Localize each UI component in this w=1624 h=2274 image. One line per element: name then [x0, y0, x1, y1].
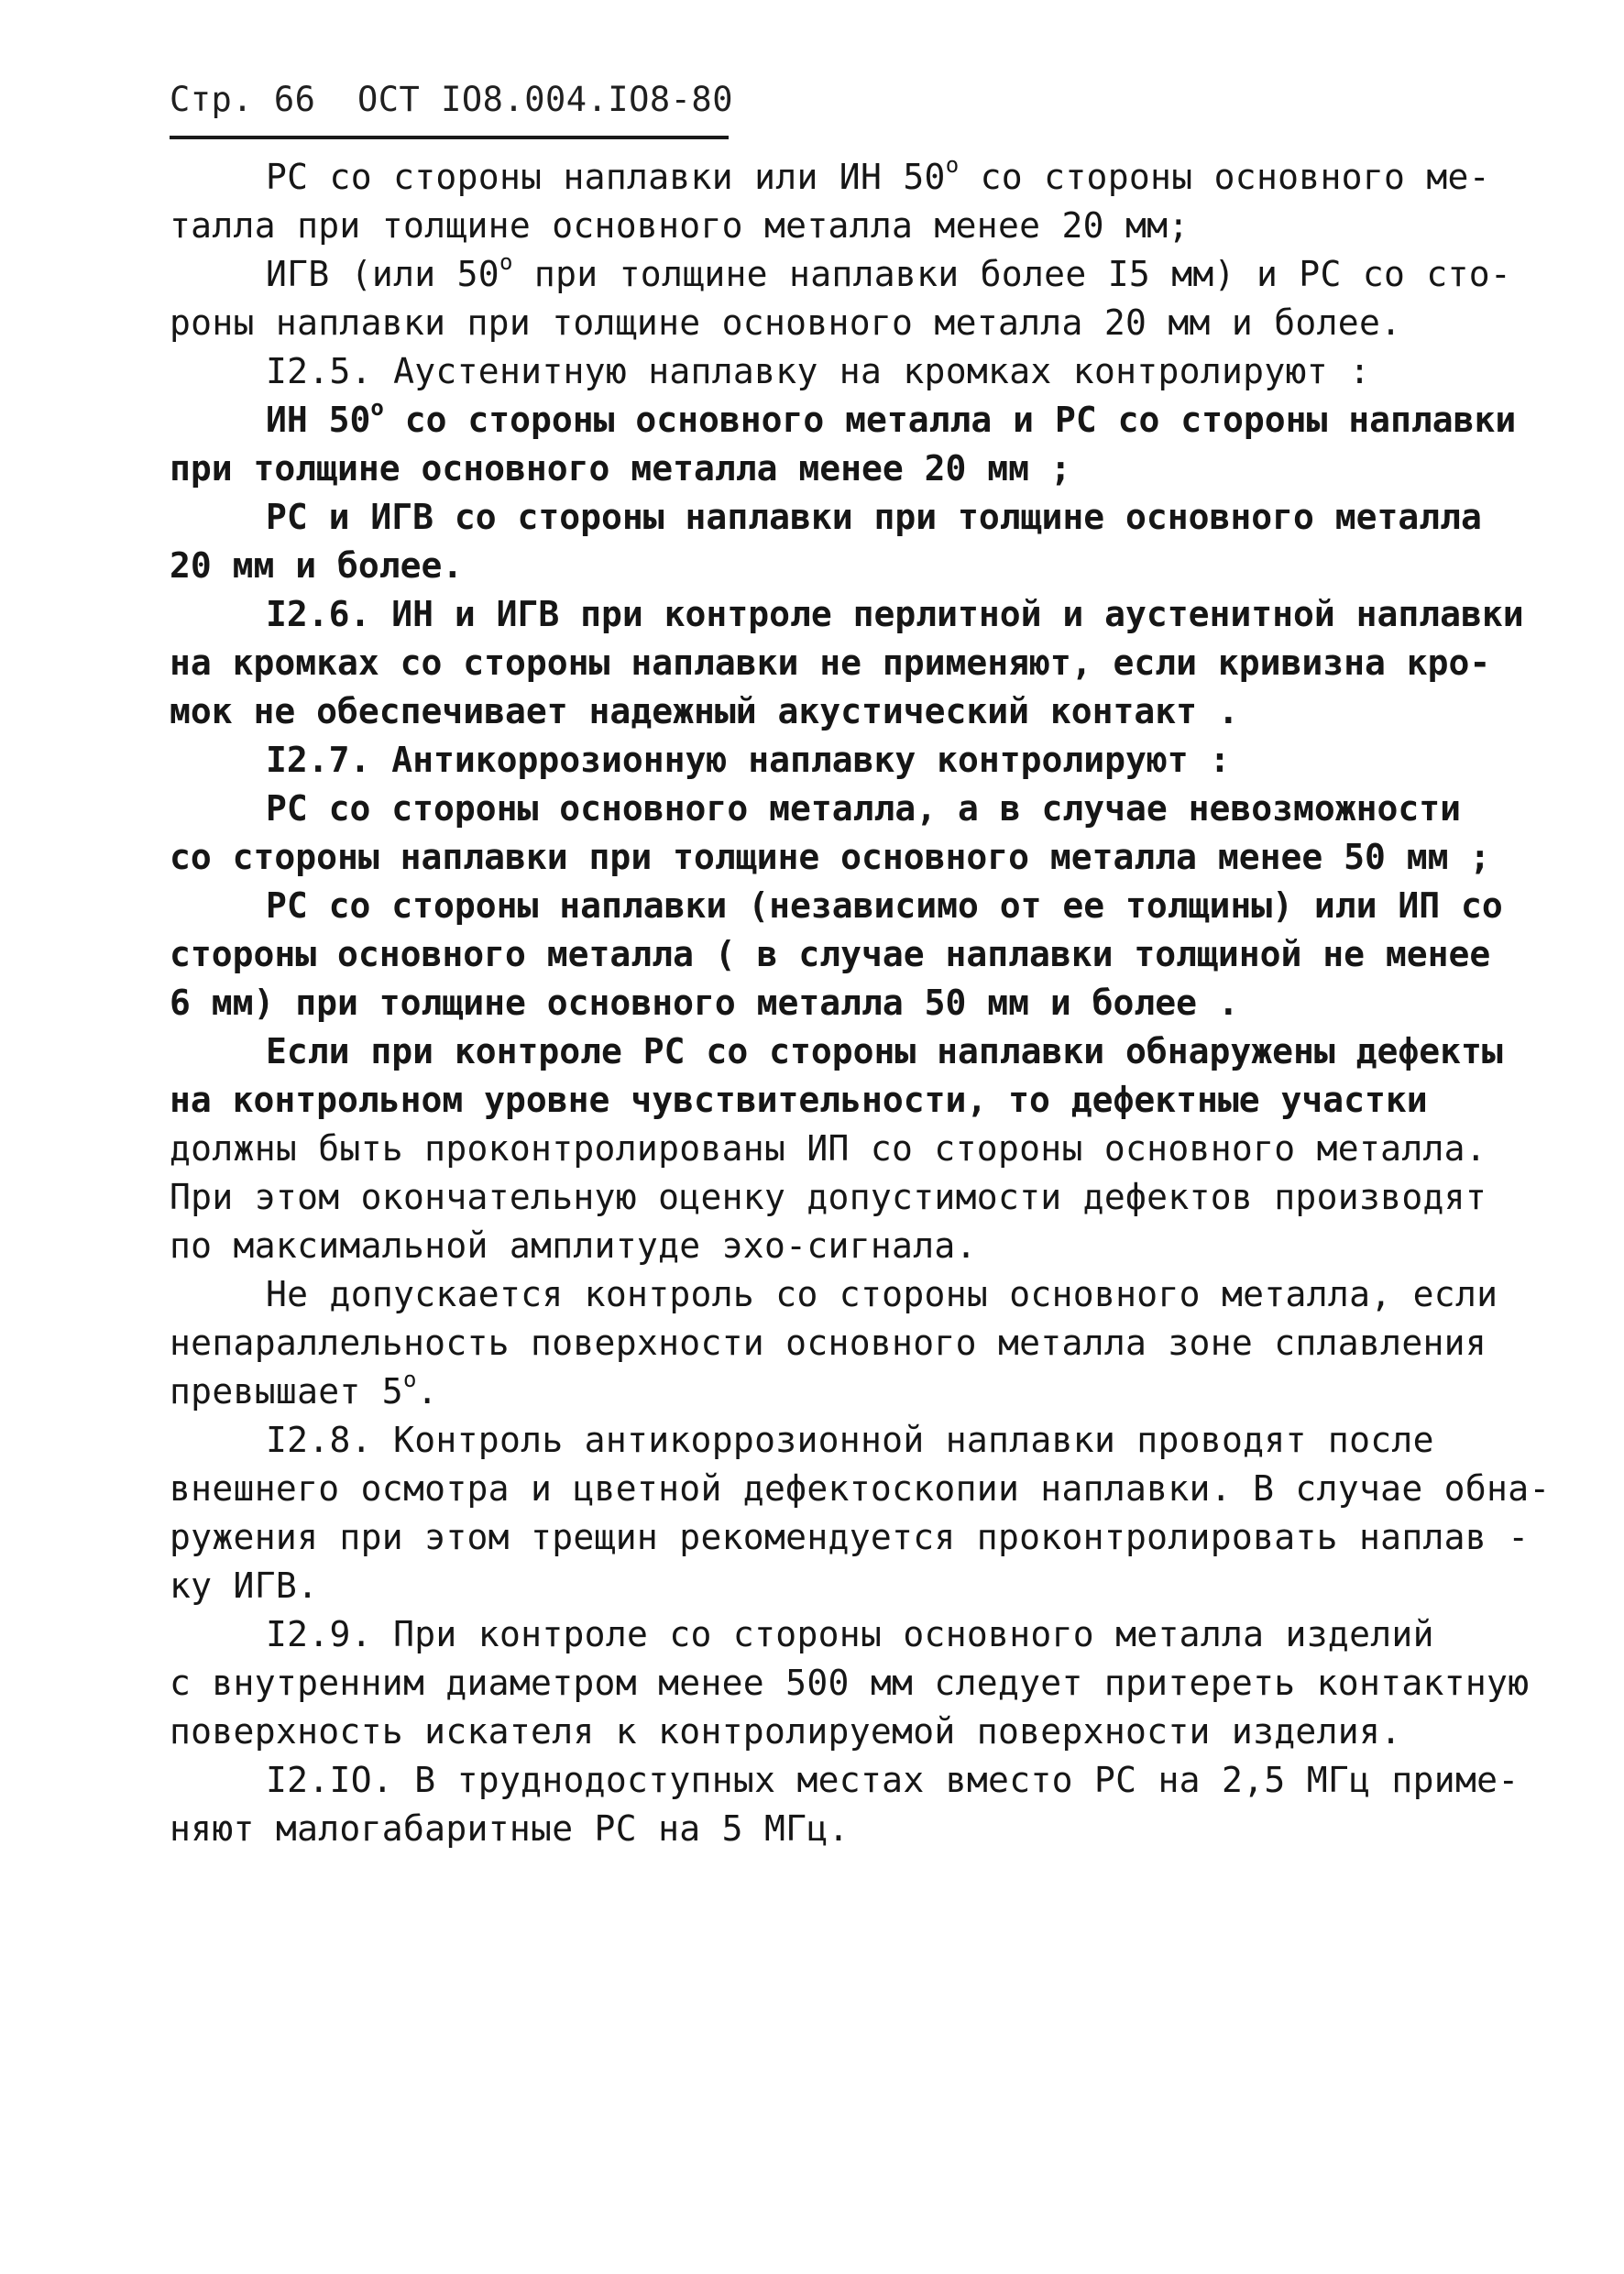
text-line: Если при контроле РС со стороны наплавки обнаружены дефекты	[266, 1031, 1503, 1071]
text-line: Не допускается контроль со стороны основного металла, если	[266, 1274, 1498, 1314]
text-line: РС и ИГВ со стороны наплавки при толщине основного металла	[266, 497, 1482, 537]
text-line: ИН 50$^o$ со стороны основного металла и РС со стороны наплавки	[266, 395, 1517, 440]
text-line: должны быть проконтролированы ИП со стороны основного металла.	[170, 1128, 1487, 1169]
text-line: роны наплавки при толщине основного металла 20 мм и более.	[170, 302, 1402, 343]
text-line: ку ИГВ.	[170, 1565, 319, 1606]
text-line: няют малогабаритные РС на 5 МГц.	[170, 1808, 850, 1849]
text-line: при толщине основного металла менее 20 мм ;	[170, 448, 1071, 489]
text-line: со стороны наплавки при толщине основного металла менее 50 мм ;	[170, 837, 1491, 877]
text-line: на контрольном уровне чувствительности, то дефектные участки	[170, 1080, 1428, 1120]
header-underline	[170, 136, 729, 139]
text-line: РС со стороны наплавки (независимо от ее толщины) или ИП со	[266, 885, 1503, 926]
text-line: талла при толщине основного металла менее 20 мм;	[170, 205, 1190, 246]
text-line: I2.IO. В труднодоступных местах вместо РС на 2,5 МГц приме-	[266, 1760, 1520, 1800]
degree-superscript: o	[499, 249, 513, 275]
text-line: на кромках со стороны наплавки не применяют, если кривизна кро-	[170, 643, 1491, 683]
text-line: ружения при этом трещин рекомендуется проконтролировать наплав -	[170, 1517, 1530, 1557]
text-line: РС со стороны наплавки или ИН 50$^o$ со стороны основного ме-	[266, 152, 1490, 197]
text-line: РС со стороны основного металла, а в случае невозможности	[266, 788, 1462, 829]
text-line: внешнего осмотра и цветной дефектоскопии наплавки. В случае обна-	[170, 1468, 1551, 1509]
text-line: стороны основного металла ( в случае наплавки толщиной не менее	[170, 934, 1491, 974]
text-line: непараллельность поверхности основного металла зоне сплавления	[170, 1323, 1487, 1363]
page-number: Стр. 66	[170, 80, 316, 119]
text-line: мок не обеспечивает надежный акустический контакт .	[170, 691, 1239, 731]
standard-code: ОСТ IO8.004.IO8-80	[357, 80, 733, 119]
text-line: 20 мм и более.	[170, 545, 464, 586]
text-line: ИГВ (или 50$^o$ при толщине наплавки более I5 мм) и РС со сто-	[266, 249, 1512, 294]
text-line: по максимальной амплитуде эхо-сигнала.	[170, 1225, 977, 1266]
text-line: I2.9. При контроле со стороны основного металла изделий	[266, 1614, 1434, 1654]
text-line: I2.7. Антикоррозионную наплавку контролируют :	[266, 740, 1231, 780]
text-line: I2.8. Контроль антикоррозионной наплавки проводят после	[266, 1420, 1434, 1460]
text-line: 6 мм) при толщине основного металла 50 мм и более .	[170, 983, 1239, 1023]
text-line: I2.6. ИН и ИГВ при контроле перлитной и аустенитной наплавки	[266, 594, 1524, 634]
text-line: При этом окончательную оценку допустимости дефектов производят	[170, 1177, 1487, 1217]
text-line: превышает 5$^o$.	[170, 1367, 438, 1412]
degree-superscript: o	[402, 1367, 417, 1392]
text-line: поверхность искателя к контролируемой поверхности изделия.	[170, 1711, 1402, 1752]
degree-superscript: o	[945, 152, 960, 178]
degree-superscript: o	[370, 395, 384, 421]
text-line: I2.5. Аустенитную наплавку на кромках контролируют :	[266, 351, 1371, 391]
text-line: с внутренним диаметром менее 500 мм следует притереть контактную	[170, 1663, 1530, 1703]
page-header	[170, 79, 733, 121]
